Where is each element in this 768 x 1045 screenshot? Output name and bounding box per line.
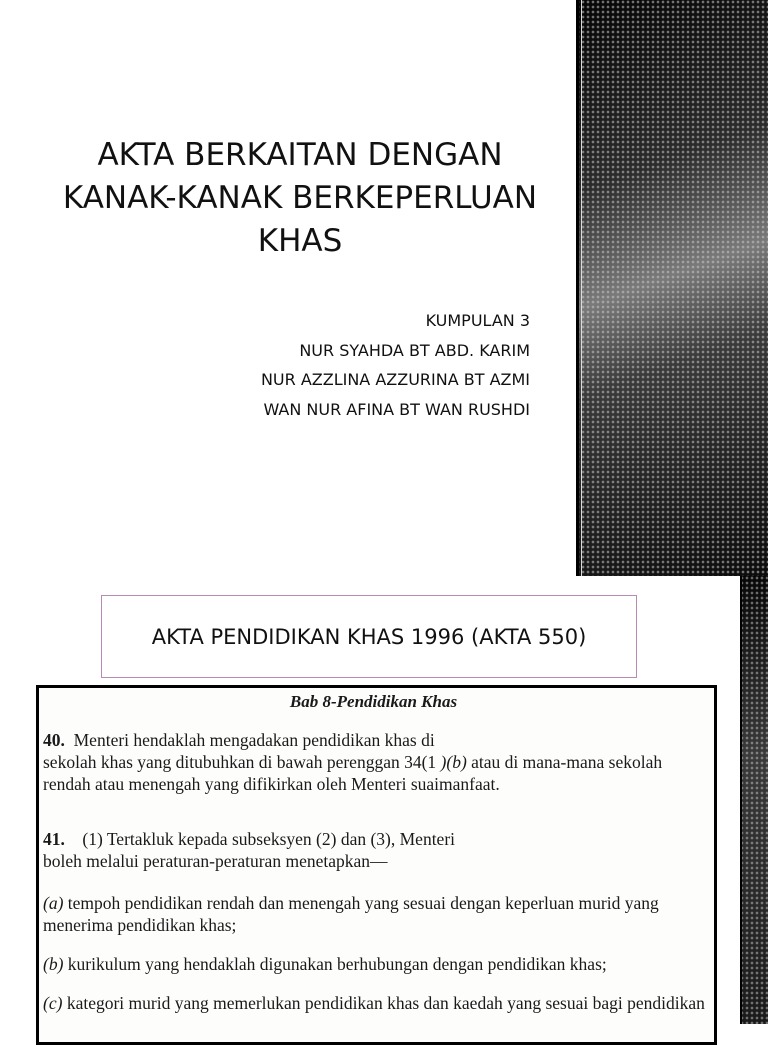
section-text: Menteri hendaklah mengadakan pendidikan khas di bbox=[73, 730, 435, 750]
member-name: NUR AZZLINA AZZURINA BT AZMI bbox=[260, 370, 530, 389]
clause-text: kategori murid yang memerlukan pendidikan khas dan kaedah yang sesuai bagi pendidikan bbox=[66, 993, 705, 1013]
slide-title bbox=[40, 134, 560, 263]
section-40 bbox=[43, 729, 704, 795]
section-text: boleh melalui peraturan-peraturan menetapkan— bbox=[43, 851, 388, 871]
slide-heading: AKTA PENDIDIKAN KHAS 1996 (AKTA 550) bbox=[151, 624, 587, 649]
clause-a bbox=[43, 892, 704, 936]
section-text: rendah atau menengah yang difikirkan oleh Menteri suaimanfaat. bbox=[43, 774, 500, 794]
clause-text: tempoh pendidikan rendah dan menengah yang sesuai dengan keperluan murid yang bbox=[67, 893, 659, 913]
section-text: )(b) bbox=[440, 752, 467, 772]
section-41 bbox=[43, 828, 704, 872]
dark-pattern-strip bbox=[740, 576, 768, 1024]
group-label: KUMPULAN 3 bbox=[425, 311, 530, 330]
section-text: (1) Tertakluk kepada subseksyen (2) dan (3), Menteri bbox=[82, 829, 456, 849]
clause-label: (a) bbox=[43, 893, 64, 913]
section-text: sekolah khas yang ditubuhkan di bawah perenggan 34(1 bbox=[43, 752, 437, 772]
clause-label: (b) bbox=[43, 954, 64, 974]
clause-text: menerima pendidikan khas; bbox=[43, 915, 237, 935]
content-slide bbox=[0, 576, 768, 1024]
clause-text: kurikulum yang hendaklah digunakan berhubungan dengan pendidikan khas; bbox=[67, 954, 607, 974]
chapter-title: Bab 8-Pendidikan Khas bbox=[289, 692, 458, 711]
author-list bbox=[160, 306, 530, 424]
member-name: NUR SYAHDA BT ABD. KARIM bbox=[299, 340, 530, 360]
scanned-act-excerpt bbox=[36, 685, 717, 1045]
clause-c bbox=[43, 992, 704, 1014]
section-text: atau di mana-mana sekolah bbox=[471, 752, 663, 772]
section-number: 41. bbox=[43, 829, 65, 849]
slide-heading-box bbox=[101, 595, 637, 678]
dark-pattern-panel bbox=[576, 0, 768, 576]
section-number: 40. bbox=[43, 730, 65, 750]
title-line: KHAS bbox=[257, 223, 343, 259]
title-line: AKTA BERKAITAN DENGAN bbox=[97, 137, 503, 173]
title-line: KANAK-KANAK BERKEPERLUAN bbox=[62, 180, 538, 216]
member-name: WAN NUR AFINA BT WAN RUSHDI bbox=[263, 399, 530, 419]
clause-label: (c) bbox=[43, 993, 63, 1013]
clause-b bbox=[43, 953, 704, 975]
